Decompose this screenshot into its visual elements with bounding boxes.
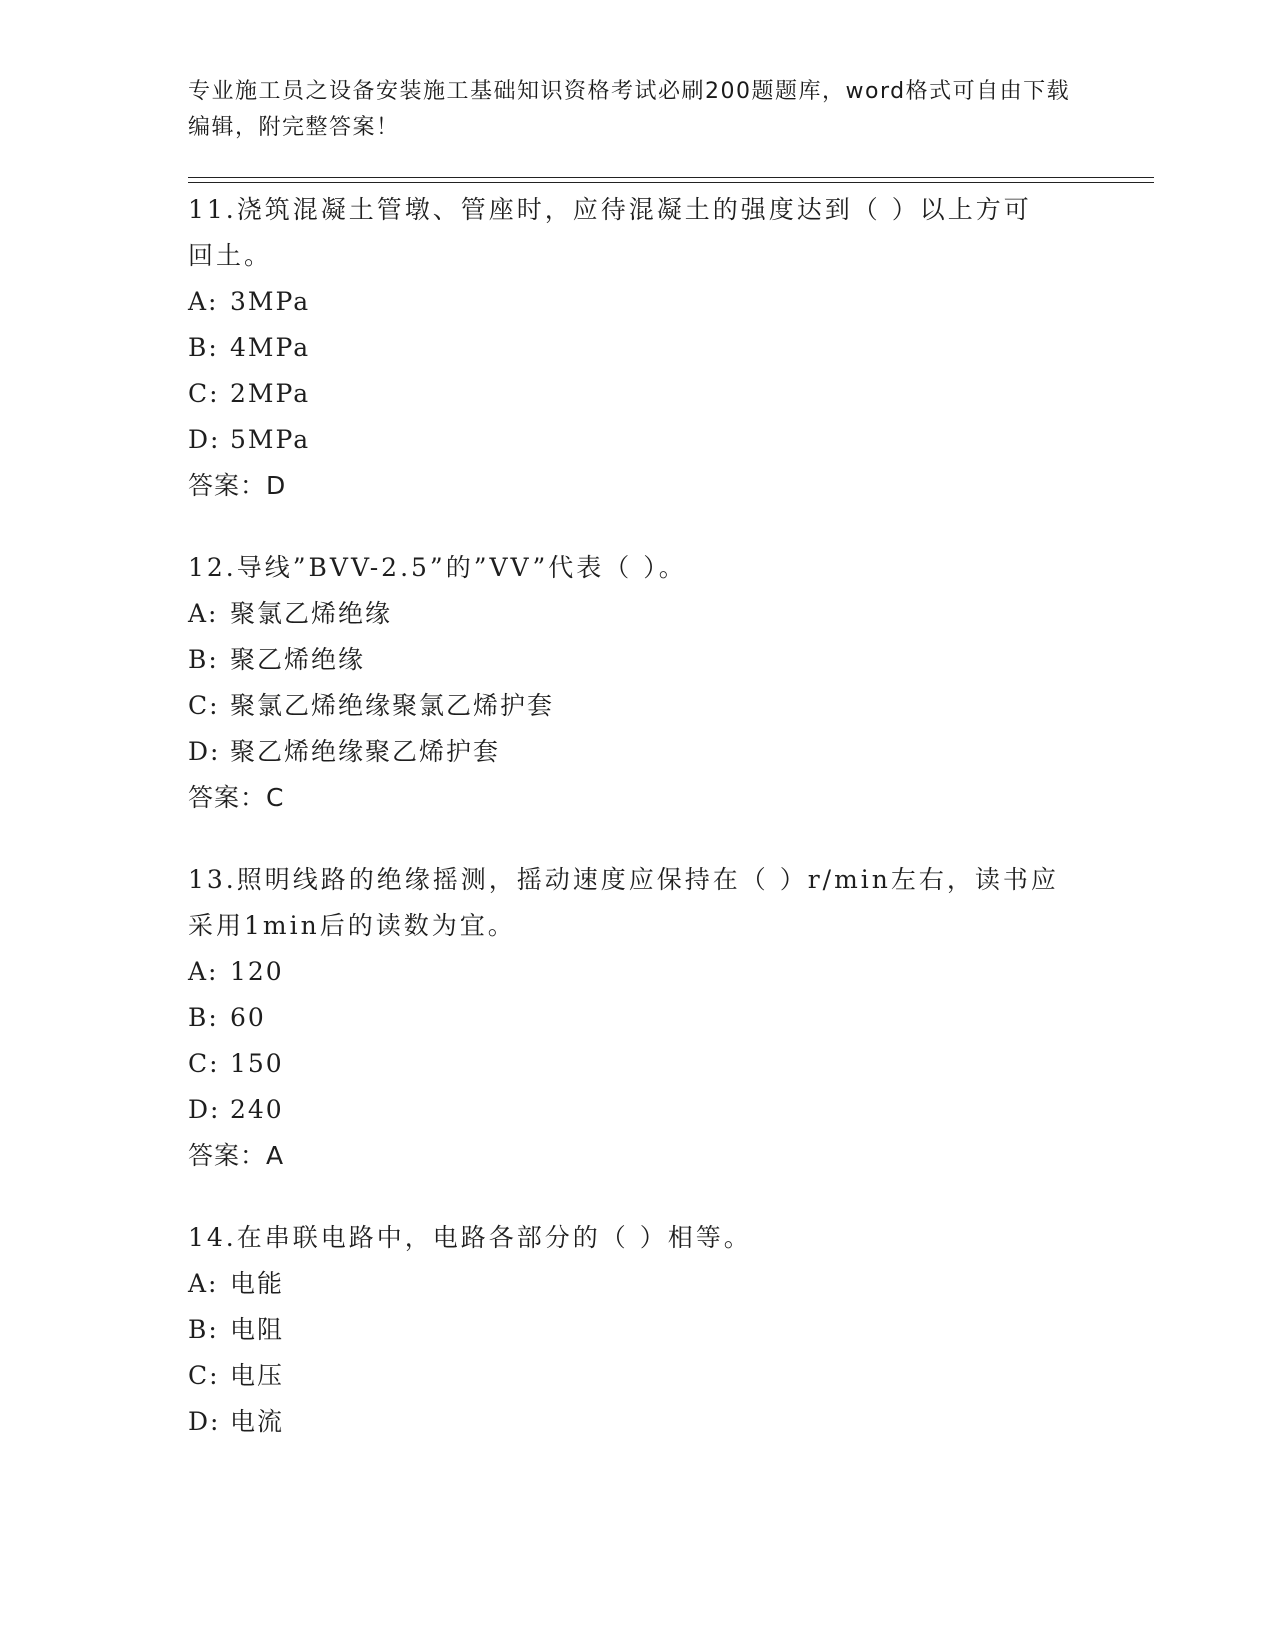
question-14	[188, 1215, 1088, 1445]
option-text: 聚乙烯绝缘	[230, 645, 366, 674]
option-c	[188, 371, 1088, 417]
option-text: 电能	[230, 1269, 285, 1298]
answer-label: 答案：C	[188, 783, 285, 812]
option-b	[188, 1307, 1088, 1353]
option-text: 60	[230, 1003, 266, 1032]
header-divider-bottom	[188, 182, 1154, 183]
question-11	[188, 187, 1088, 509]
option-text: 240	[230, 1095, 284, 1124]
option-text: 电阻	[230, 1315, 285, 1344]
option-key: D:	[188, 1095, 221, 1124]
question-stem: 13.照明线路的绝缘摇测，摇动速度应保持在（ ）r/min左右，读书应采用1min后的读数为宜。	[188, 865, 1059, 940]
option-key: A:	[188, 287, 219, 316]
option-c	[188, 683, 1088, 729]
option-c	[188, 1353, 1088, 1399]
option-d	[188, 1087, 1088, 1133]
header-divider-top	[188, 177, 1154, 178]
option-key: D:	[188, 737, 221, 766]
question-stem: 14.在串联电路中，电路各部分的（ ）相等。	[188, 1223, 752, 1252]
option-text: 聚乙烯绝缘聚乙烯护套	[230, 737, 501, 766]
option-text: 2MPa	[230, 379, 311, 408]
option-key: D:	[188, 425, 221, 454]
option-key: C:	[188, 691, 220, 720]
option-key: C:	[188, 1361, 220, 1390]
option-text: 4MPa	[230, 333, 311, 362]
option-text: 120	[230, 957, 284, 986]
option-text: 150	[230, 1049, 284, 1078]
question-stem: 11.浇筑混凝土管墩、管座时，应待混凝土的强度达到（ ）以上方可回土。	[188, 195, 1032, 270]
option-b	[188, 325, 1088, 371]
option-key: B:	[188, 1003, 219, 1032]
option-d	[188, 729, 1088, 775]
option-text: 电流	[230, 1407, 285, 1436]
option-text: 3MPa	[230, 287, 311, 316]
option-b	[188, 637, 1088, 683]
option-key: D:	[188, 1407, 221, 1436]
option-d	[188, 417, 1088, 463]
option-key: B:	[188, 1315, 219, 1344]
option-key: C:	[188, 1049, 220, 1078]
option-c	[188, 1041, 1088, 1087]
option-key: B:	[188, 645, 219, 674]
option-key: B:	[188, 333, 219, 362]
option-text: 电压	[230, 1361, 285, 1390]
question-stem: 12.导线”BVV-2.5”的”VV”代表（ ）。	[188, 553, 687, 582]
option-d	[188, 1399, 1088, 1445]
option-text: 5MPa	[230, 425, 311, 454]
option-key: A:	[188, 599, 219, 628]
option-key: A:	[188, 1269, 219, 1298]
option-text: 聚氯乙烯绝缘聚氯乙烯护套	[230, 691, 555, 720]
option-key: C:	[188, 379, 220, 408]
question-13	[188, 857, 1088, 1179]
answer-label: 答案：A	[188, 1141, 285, 1170]
option-text: 聚氯乙烯绝缘	[230, 599, 393, 628]
question-12	[188, 545, 1088, 821]
option-a	[188, 591, 1088, 637]
option-a	[188, 949, 1088, 995]
document-header: 专业施工员之设备安装施工基础知识资格考试必刷200题题库，word格式可自由下载编辑，附完整答案！	[188, 79, 1071, 140]
option-a	[188, 279, 1088, 325]
answer-label: 答案：D	[188, 471, 287, 500]
option-a	[188, 1261, 1088, 1307]
option-b	[188, 995, 1088, 1041]
option-key: A:	[188, 957, 219, 986]
